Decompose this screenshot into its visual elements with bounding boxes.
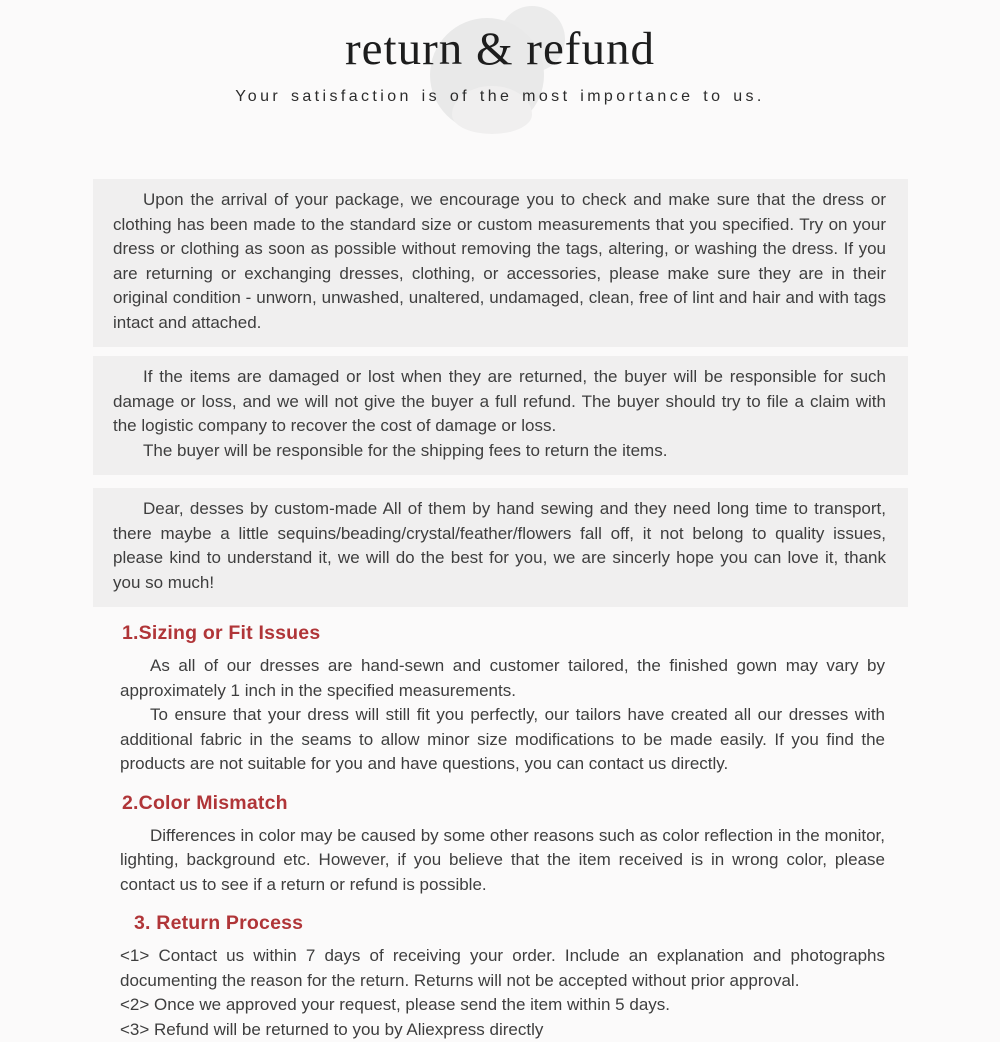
paragraph: If the items are damaged or lost when they are returned, the buyer will be responsible for such damage or loss, and we will not give the buyer a full refund. The buyer should try to file a claim with the logistic company to recover the cost of damage or loss. [113,365,886,439]
return-step: <1> Contact us within 7 days of receiving your order. Include an explanation and photographs documenting the reason for the return. Returns will not be accepted without prior approval. [120,944,885,993]
paragraph: As all of our dresses are hand-sewn and customer tailored, the finished gown may vary by approximately 1 inch in the specified measurements. [120,654,885,703]
paragraph: The buyer will be responsible for the shipping fees to return the items. [113,439,886,464]
section-return-process [120,912,885,1042]
return-step: <3> Refund will be returned to you by Aliexpress directly [120,1018,885,1042]
page-subtitle: Your satisfaction is of the most importance to us. [0,88,1000,106]
paragraph: Differences in color may be caused by some other reasons such as color reflection in the monitor, lighting, background etc. However, if you believe that the item received is in wrong color, please contact us to see if a return or refund is possible. [120,824,885,898]
section-sizing-fit-issues [120,622,885,777]
section-heading: 3. Return Process [134,912,885,935]
section-color-mismatch [120,792,885,898]
paragraph: To ensure that your dress will still fit you perfectly, our tailors have created all our dresses with additional fabric in the seams to allow minor size modifications to be made easily. If you find the products are not suitable for you and have questions, you can contact us directly. [120,703,885,777]
intro-block-damage-loss [93,356,908,475]
policy-sections [120,622,885,1042]
paragraph: Dear, desses by custom-made All of them by hand sewing and they need long time to transport, there maybe a little sequins/beading/crystal/feather/flowers fall off, it not belong to quality issues, please kind to understand it, we will do the best for you, we are sincerly hope you can love it, thank you so much! [113,497,886,595]
paragraph: Upon the arrival of your package, we encourage you to check and make sure that the dress or clothing has been made to the standard size or custom measurements that you specified. Try on your dress or clothing as soon as possible without removing the tags, altering, or washing the dress. If you are returning or exchanging dresses, clothing, or accessories, please make sure they are in their original condition - unworn, unwashed, unaltered, undamaged, clean, free of lint and hair and with tags intact and attached. [113,188,886,335]
return-step: <2> Once we approved your request, please send the item within 5 days. [120,993,885,1018]
intro-block-arrival-check [93,179,908,347]
intro-block-custom-made-note [93,488,908,607]
page-header [0,0,1000,106]
policy-content [93,179,908,1042]
page-title: return & refund [0,24,1000,76]
section-heading: 1.Sizing or Fit Issues [122,622,885,645]
section-heading: 2.Color Mismatch [122,792,885,815]
